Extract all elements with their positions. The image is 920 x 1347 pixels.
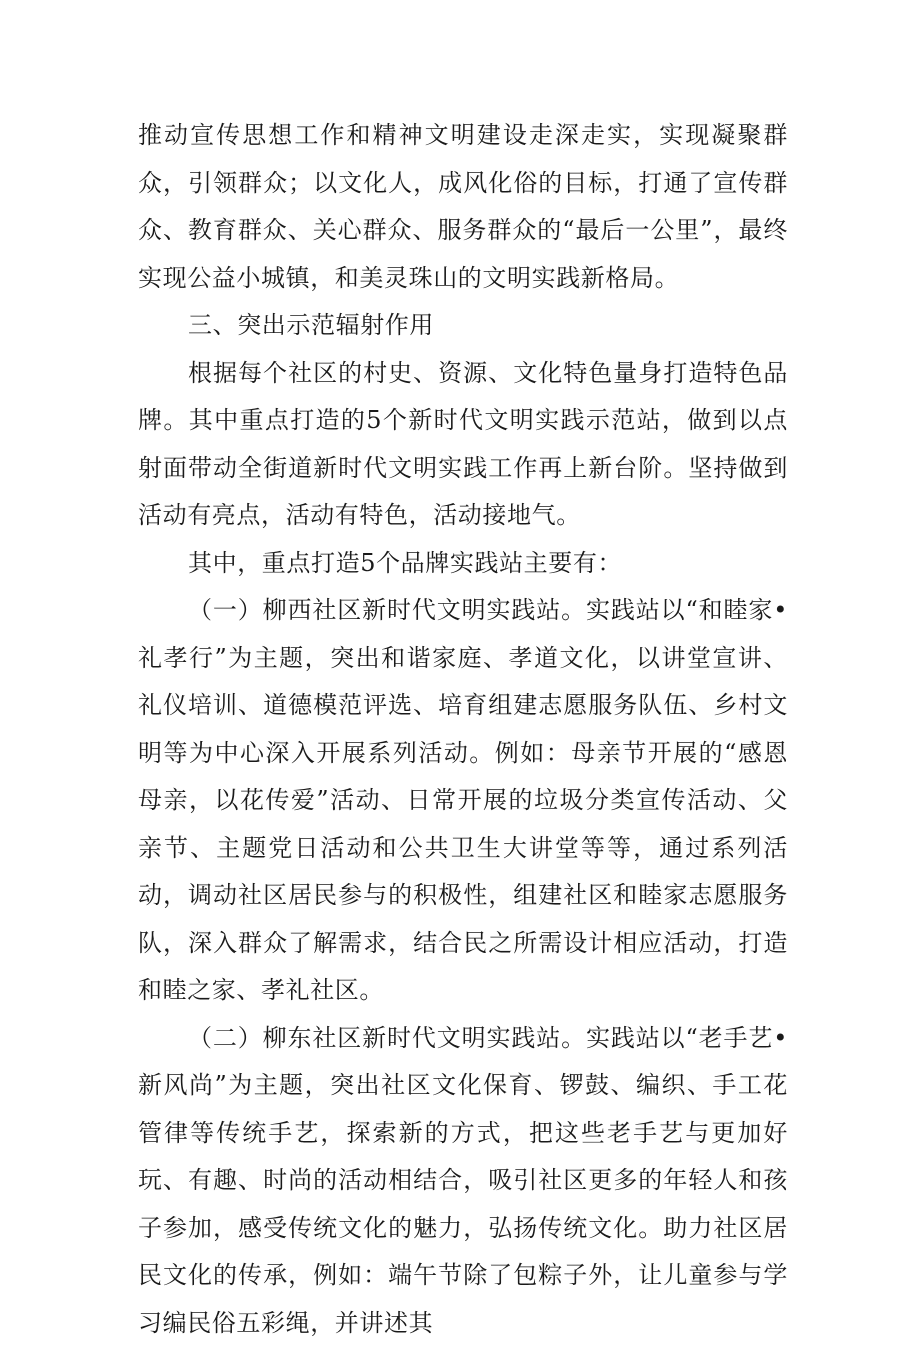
paragraph-five-stations-intro: 其中，重点打造5个品牌实践站主要有： — [138, 540, 788, 588]
document-body — [138, 112, 788, 1347]
paragraph-continued: 推动宣传思想工作和精神文明建设走深走实，实现凝聚群众，引领群众；以文化人，成风化俗的目标，打通了宣传群众、教育群众、关心群众、服务群众的“最后一公里”，最终实现公益小城镇，和美灵珠山的文明实践新格局。 — [138, 112, 788, 302]
paragraph-brand-building: 根据每个社区的村史、资源、文化特色量身打造特色品牌。其中重点打造的5个新时代文明实践示范站，做到以点射面带动全街道新时代文明实践工作再上新台阶。坚持做到活动有亮点，活动有特色，活动接地气。 — [138, 350, 788, 540]
paragraph-liudong-station: （二）柳东社区新时代文明实践站。实践站以“老手艺•新风尚”为主题，突出社区文化保育、锣鼓、编织、手工花管律等传统手艺，探索新的方式，把这些老手艺与更加好玩、有趣、时尚的活动相结合，吸引社区更多的年轻人和孩子参加，感受传统文化的魅力，弘扬传统文化。助力社区居民文化的传承，例如：端午节除了包粽子外，让儿童参与学习编民俗五彩绳，并讲述其 — [138, 1015, 788, 1347]
paragraph-liuxi-station: （一）柳西社区新时代文明实践站。实践站以“和睦家•礼孝行”为主题，突出和谐家庭、孝道文化，以讲堂宣讲、礼仪培训、道德模范评选、培育组建志愿服务队伍、乡村文明等为中心深入开展系列活动。例如：母亲节开展的“感恩母亲，以花传爱”活动、日常开展的垃圾分类宣传活动、父亲节、主题党日活动和公共卫生大讲堂等等，通过系列活动，调动社区居民参与的积极性，组建社区和睦家志愿服务队，深入群众了解需求，结合民之所需设计相应活动，打造和睦之家、孝礼社区。 — [138, 587, 788, 1015]
section-heading: 三、突出示范辐射作用 — [138, 302, 788, 350]
